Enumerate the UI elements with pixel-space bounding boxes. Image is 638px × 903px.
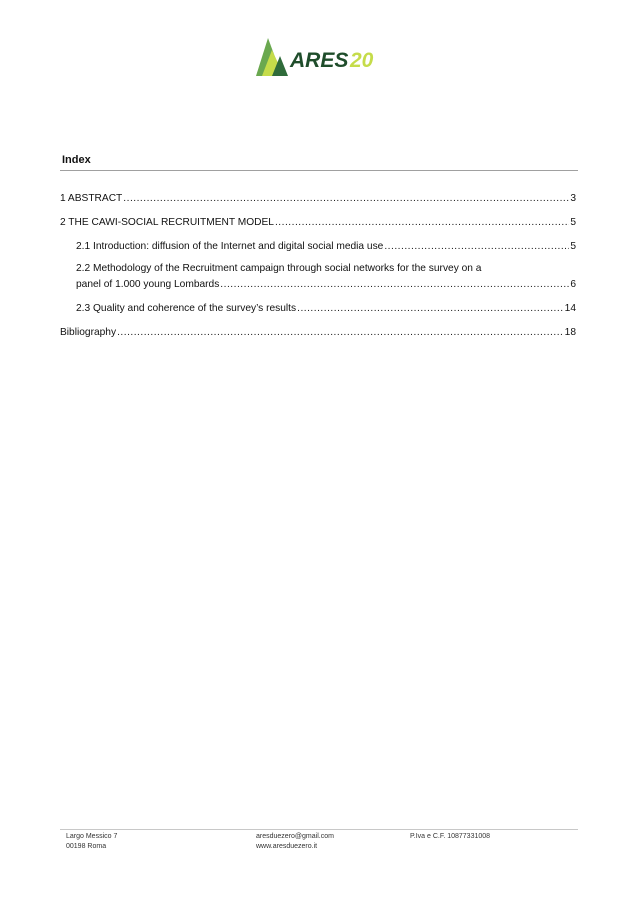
footer-address-line1: Largo Messico 7 [66,833,118,840]
toc-entry-introduction[interactable] [76,240,576,254]
toc-entry-text: 2 THE CAWI-SOCIAL RECRUITMENT MODEL [60,217,274,228]
footer-email-link[interactable]: aresduezero@gmail.com [256,833,334,840]
toc-entry-text: panel of 1.000 young Lombards [76,279,220,290]
toc-entry-text: 2.3 Quality and coherence of the survey’s results [76,303,297,314]
index-title: Index [62,154,91,166]
svg-text:ARES: ARES [290,49,349,72]
toc-leader-dots [275,216,569,230]
toc-entry-bibliography[interactable] [60,326,576,340]
toc-page-number: 5 [570,217,576,228]
toc-entry-text: Bibliography [60,327,117,338]
toc-entry-methodology[interactable] [76,278,576,292]
toc-page-number: 14 [564,303,576,314]
toc-entry-text: 1 ABSTRACT [60,193,123,204]
toc-entry-methodology-line1[interactable]: 2.2 Methodology of the Recruitment campaign through social networks for the survey on a [76,263,482,274]
svg-text:20: 20 [350,49,374,72]
footer-address [66,832,117,852]
footer-website-link[interactable]: www.aresduezero.it [256,843,318,850]
toc-leader-dots [123,192,569,206]
footer-vat [410,832,490,842]
toc-leader-dots [384,240,569,254]
ares20-logo [254,36,386,78]
toc-page-number: 5 [570,241,576,252]
toc-entry-abstract[interactable] [60,192,576,206]
footer-divider [60,829,578,830]
toc-entry-cawi-model[interactable] [60,216,576,230]
logo-mark-icon [254,36,386,78]
toc-leader-dots [220,278,569,292]
toc-entry-quality[interactable] [76,302,576,316]
footer-vat-number: P.Iva e C.F. 10877331008 [410,833,491,840]
toc-page-number: 6 [570,279,576,290]
toc-page-number: 18 [564,327,576,338]
footer-address-line2: 00198 Roma [66,843,107,850]
toc-entry-text: 2.1 Introduction: diffusion of the Internet and digital social media use [76,241,384,252]
footer-contact [256,832,334,852]
toc-page-number: 3 [570,193,576,204]
toc-leader-dots [297,302,564,316]
index-divider [60,170,578,171]
toc-leader-dots [117,326,564,340]
